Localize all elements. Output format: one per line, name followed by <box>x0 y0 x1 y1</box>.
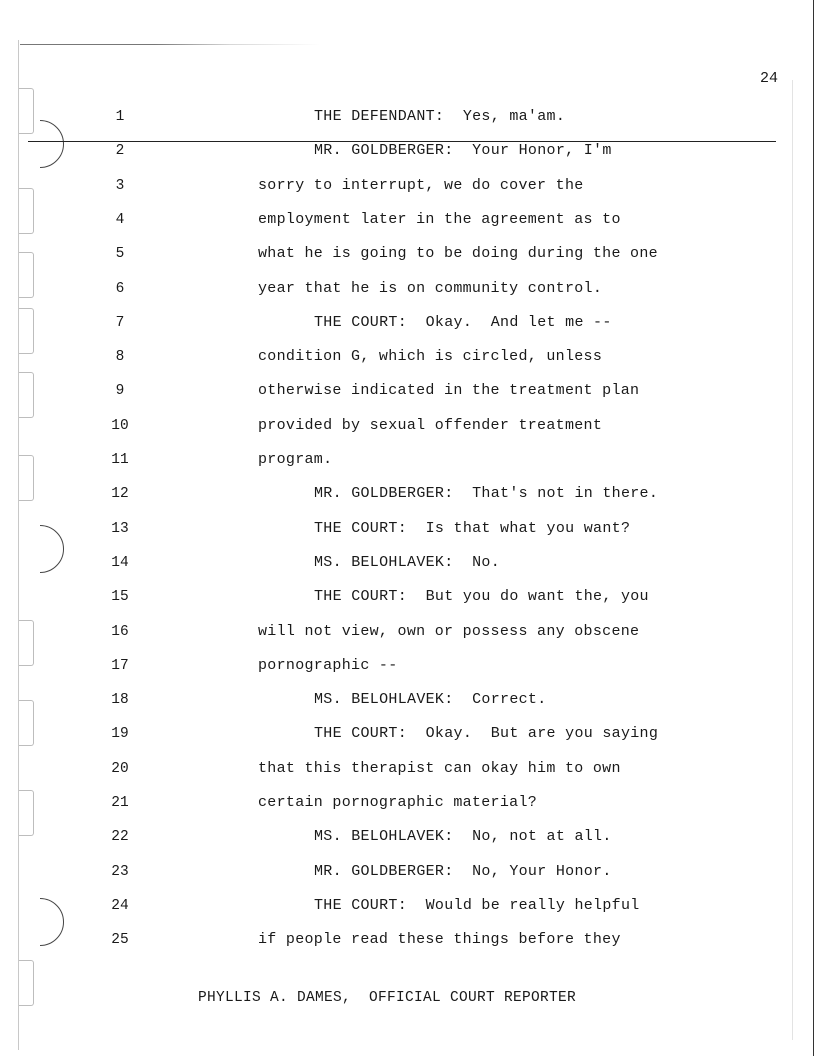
line-text: THE COURT: Is that what you want? <box>314 520 631 537</box>
line-number: 5 <box>115 246 125 262</box>
line-number: 25 <box>111 932 129 948</box>
line-number: 6 <box>115 281 125 297</box>
line-text: MR. GOLDBERGER: No, Your Honor. <box>314 863 612 880</box>
right-inner-margin-line <box>792 80 793 1040</box>
footer-reporter: PHYLLIS A. DAMES, OFFICIAL COURT REPORTER <box>198 990 577 1006</box>
line-text: MS. BELOHLAVEK: Correct. <box>314 691 547 708</box>
line-text: THE COURT: Would be really helpful <box>314 897 640 914</box>
line-text: MS. BELOHLAVEK: No, not at all. <box>314 828 612 845</box>
line-text: otherwise indicated in the treatment plan <box>258 382 640 399</box>
line-text: THE COURT: Okay. But are you saying <box>314 725 659 742</box>
line-number: 12 <box>111 486 129 502</box>
line-number: 18 <box>111 692 129 708</box>
line-number: 21 <box>111 795 129 811</box>
line-text: MR. GOLDBERGER: That's not in there. <box>314 485 659 502</box>
line-text: THE DEFENDANT: Yes, ma'am. <box>314 108 566 125</box>
right-margin-line <box>813 0 814 1056</box>
line-number: 9 <box>115 383 125 399</box>
binding-mark <box>19 188 34 234</box>
punch-hole <box>16 525 64 573</box>
punch-hole <box>16 898 64 946</box>
binding-mark <box>19 700 34 746</box>
line-number: 13 <box>111 521 129 537</box>
line-number: 7 <box>115 315 125 331</box>
line-text: employment later in the agreement as to <box>258 211 621 228</box>
line-number: 1 <box>115 109 125 125</box>
line-text: if people read these things before they <box>258 931 621 948</box>
line-number: 3 <box>115 178 125 194</box>
line-number: 4 <box>115 212 125 228</box>
line-number: 17 <box>111 658 129 674</box>
binding-mark <box>19 790 34 836</box>
line-text: pornographic -- <box>258 657 398 674</box>
binding-mark <box>19 252 34 298</box>
line-text: provided by sexual offender treatment <box>258 417 603 434</box>
line-text: sorry to interrupt, we do cover the <box>258 177 584 194</box>
line-text: MS. BELOHLAVEK: No. <box>314 554 501 571</box>
line-text: will not view, own or possess any obscene <box>258 623 640 640</box>
line-number: 20 <box>111 761 129 777</box>
line-number: 2 <box>115 143 125 159</box>
binding-mark <box>19 308 34 354</box>
binding-mark <box>19 88 34 134</box>
binding-mark <box>19 372 34 418</box>
line-number: 8 <box>115 349 125 365</box>
line-number: 24 <box>111 898 129 914</box>
line-number: 19 <box>111 726 129 742</box>
line-number: 11 <box>111 452 129 468</box>
line-text: condition G, which is circled, unless <box>258 348 603 365</box>
line-text: certain pornographic material? <box>258 794 538 811</box>
page-number: 24 <box>760 70 779 87</box>
binding-mark <box>19 960 34 1006</box>
line-text: THE COURT: Okay. And let me -- <box>314 314 612 331</box>
line-text: MR. GOLDBERGER: Your Honor, I'm <box>314 142 612 159</box>
line-text: year that he is on community control. <box>258 280 603 297</box>
line-number: 23 <box>111 864 129 880</box>
line-text: THE COURT: But you do want the, you <box>314 588 649 605</box>
binding-mark <box>19 620 34 666</box>
line-number: 10 <box>111 418 129 434</box>
binding-mark <box>19 455 34 501</box>
line-text: that this therapist can okay him to own <box>258 760 621 777</box>
line-number: 15 <box>111 589 129 605</box>
line-text: program. <box>258 451 333 468</box>
scan-edge-line <box>20 44 320 45</box>
line-number: 16 <box>111 624 129 640</box>
line-number: 22 <box>111 829 129 845</box>
line-text: what he is going to be doing during the one <box>258 245 658 262</box>
line-number: 14 <box>111 555 129 571</box>
